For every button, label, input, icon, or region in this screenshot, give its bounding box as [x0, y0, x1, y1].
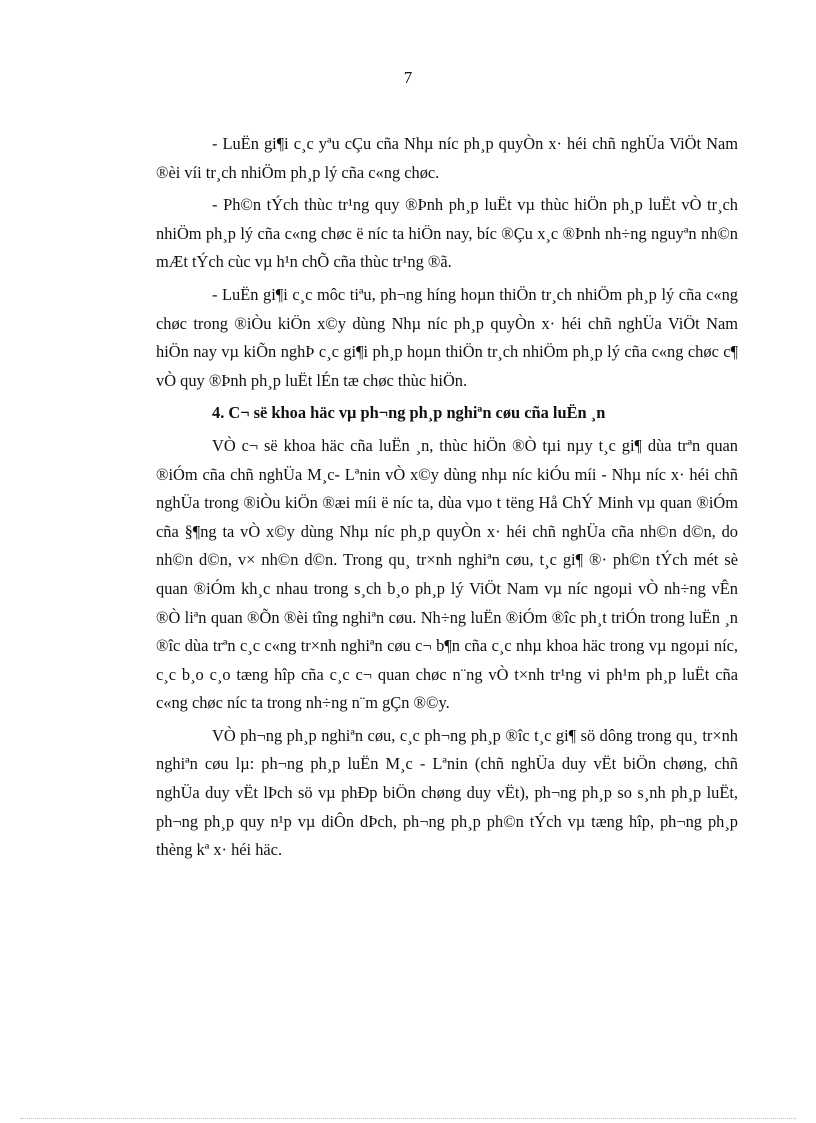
page-number: 7	[403, 68, 413, 87]
body-text	[156, 130, 738, 869]
section-heading: 4. C¬ së khoa häc vµ ph¬ng ph¸p nghiªn cøu cña luËn ¸n	[212, 403, 606, 423]
paragraph-research-methods: VÒ ph¬ng ph¸p nghiªn cøu, c¸c ph¬ng ph¸p ®îc t¸c gi¶ sö dông trong qu¸ tr×nh nghiªn cøu lµ: ph¬ng ph¸p luËn M¸c - Lªnin (chñ nghÜa duy vËt biÖn chøng, chñ nghÜa duy vËt lÞch sö vµ phÐp biÖn chøng duy vËt), ph¬ng ph¸p so s¸nh ph¸p luËt, ph¬ng ph¸p quy n¹p vµ diÔn dÞch, ph¬ng ph¸p ph©n tÝch vµ tæng hîp, ph¬ng ph¸p thèng kª x· héi häc.	[156, 725, 738, 860]
paragraph-objective-3: - LuËn gi¶i c¸c môc tiªu, ph¬ng híng hoµn thiÖn tr¸ch nhiÖm ph¸p lý cña c«ng chøc trong ®iÒu kiÖn x©y dùng Nhµ níc ph¸p quyÒn x· héi chñ nghÜa ViÖt Nam hiÖn nay vµ kiÕn nghÞ c¸c gi¶i ph¸p hoµn thiÖn tr¸ch nhiÖm ph¸p lý cña c«ng chøc c¶ vÒ quy ®Þnh ph¸p luËt lÉn tæ chøc thùc hiÖn.	[156, 284, 738, 390]
paragraph-objective-2: - Ph©n tÝch thùc tr¹ng quy ®Þnh ph¸p luËt vµ thùc hiÖn ph¸p luËt vÒ tr¸ch nhiÖm ph¸p lý cña c«ng chøc ë níc ta hiÖn nay, bíc ®Çu x¸c ®Þnh nh÷ng nguyªn nh©n mÆt tÝch cùc vµ h¹n chÕ cña thùc tr¹ng ®ã.	[156, 195, 738, 272]
paragraph-objective-1: - LuËn gi¶i c¸c yªu cÇu cña Nhµ níc ph¸p quyÒn x· héi chñ nghÜa ViÖt Nam ®èi víi tr¸ch nhiÖm ph¸p lý cña c«ng chøc.	[156, 134, 738, 182]
paragraph-scientific-basis: VÒ c¬ së khoa häc cña luËn ¸n, thùc hiÖn ®Ò tµi nµy t¸c gi¶ dùa trªn quan ®iÓm cña chñ nghÜa M¸c- Lªnin vÒ x©y dùng nhµ níc kiÓu míi - Nhµ níc x· héi chñ nghÜa trong ®iÒu kiÖn ®æi míi ë níc ta, dùa vµo t tëng Hå ChÝ Minh vµ quan ®iÓm cña §¶ng ta vÒ x©y dùng Nhµ níc ph¸p quyÒn x· héi chñ nghÜa cña nh©n d©n, do nh©n d©n, v× nh©n d©n. Trong qu¸ tr×nh nghiªn cøu, t¸c gi¶ ®· ph©n tÝch mét sè quan ®iÓm kh¸c nhau trong s¸ch b¸o ph¸p lý ViÖt Nam vµ níc ngoµi vÒ nh÷ng vÊn ®Ò liªn quan ®Õn ®èi tîng nghiªn cøu. Nh÷ng luËn ®iÓm ®îc ph¸t triÓn trong luËn ¸n ®îc dùa trªn c¸c c«ng tr×nh nghiªn cøu c¬ b¶n cña c¸c nhµ khoa häc trong vµ ngoµi níc, c¸c b¸o c¸o tæng hîp cña c¸c c¬ quan chøc n¨ng vÒ t×nh tr¹ng vi ph¹m ph¸p luËt cña c«ng chøc níc ta trong nh÷ng n¨m gÇn ®©y.	[156, 435, 738, 713]
page-bottom-rule	[20, 1118, 796, 1119]
